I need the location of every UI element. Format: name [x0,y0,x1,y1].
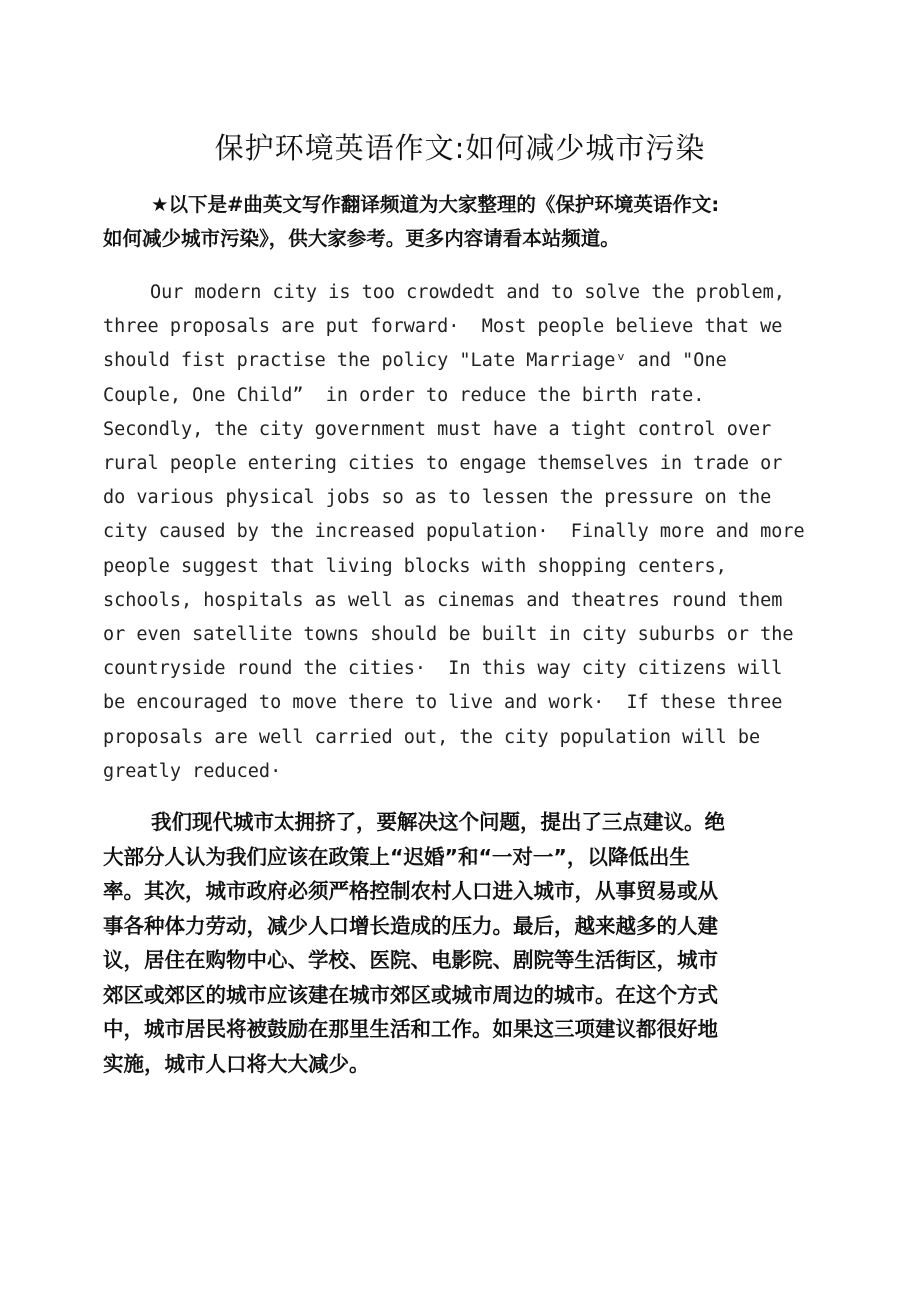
intro-paragraph [103,188,803,256]
english-line: be encouraged to move there to live and work· If these three [103,692,783,714]
english-line: Our modern city is too crowdedt and to solve the problem, [150,282,785,303]
english-line: three proposals are put forward· Most people believe that we [103,316,783,338]
english-line: Secondly, the city government must have a tight control over [103,418,772,440]
english-line: people suggest that living blocks with shopping centers, [103,555,727,577]
chinese-translation-paragraph [103,805,803,1081]
english-line: do various physical jobs so as to lessen the pressure on the [103,487,772,509]
chinese-line: 议，居住在购物中心、学校、医院、电影院、剧院等生活街区，城市 [103,948,718,972]
english-line: rural people entering cities to engage themselves in trade or [103,453,783,475]
english-line: greatly reduced· [103,760,282,782]
chinese-line: 事各种体力劳动，减少人口增长造成的压力。最后，越来越多的人建 [103,913,718,938]
intro-line: ★以下是#曲英文写作翻译频道为大家整理的《保护环境英语作文: [151,193,720,216]
english-line: or even satellite towns should be built in city suburbs or the [103,624,794,646]
english-line: schools, hospitals as well as cinemas and theatres round them [103,589,783,611]
document-title: 保护环境英语作文:如何减少城市污染 [214,131,706,165]
english-line: proposals are well carried out, the city population will be [103,726,761,748]
chinese-line: 我们现代城市太拥挤了，要解决这个问题，提出了三点建议。绝 [151,810,725,834]
english-line: should fist practise the policy "Late Marriageᵛ and "One [103,350,727,372]
chinese-line: 大部分人认为我们应该在政策上“迟婚”和“一对一”，以降低出生 [103,844,690,869]
chinese-line: 郊区或郊区的城市应该建在城市郊区或城市周边的城市。在这个方式 [103,982,718,1007]
chinese-line: 率。其次，城市政府必须严格控制农村人口进入城市，从事贸易或从 [103,879,718,903]
english-line: Couple, One Child” in order to reduce the birth rate. [103,384,705,406]
chinese-line: 中，城市居民将被鼓励在那里生活和工作。如果这三项建议都很好地 [103,1017,718,1041]
chinese-line: 实施，城市人口将大大减少。 [103,1051,370,1076]
english-essay-paragraph [103,276,843,789]
english-line: city caused by the increased population· Finally more and more [103,521,805,543]
english-line: countryside round the cities· In this way city citizens will [103,658,783,680]
intro-line: 如何减少城市污染》，供大家参考。更多内容请看本站频道。 [103,227,620,250]
